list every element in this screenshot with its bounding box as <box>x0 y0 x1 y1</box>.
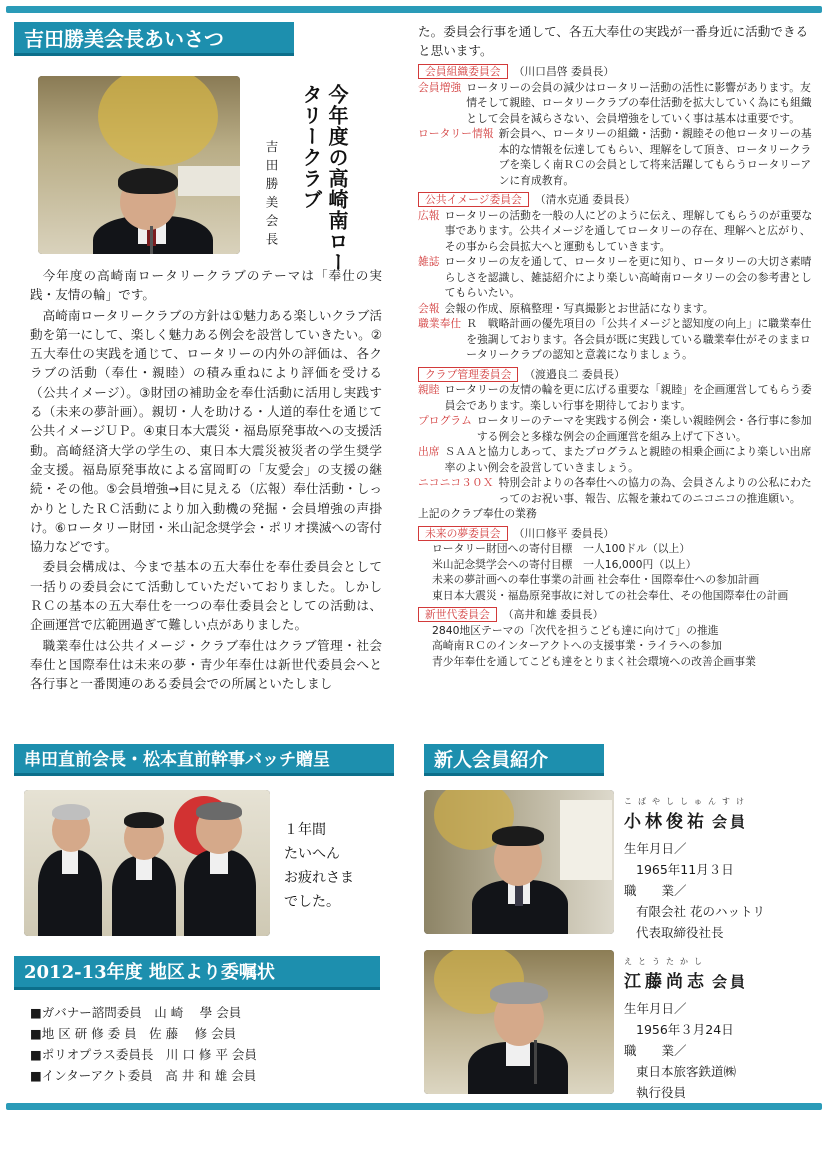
committee-line: 東日本大震災・福島原発事故に対しての社会奉仕、その他国際奉仕の計画 <box>432 588 789 602</box>
member-name: 江藤尚志 <box>624 972 708 992</box>
item-text: Ｒ 戦略計画の優先項目の「公共イメージと認知度の向上」に職業奉仕を強調しております。各会員が既に実践している職業奉仕がそのままロータリークラブの認知と意義になりましょう。 <box>466 317 812 361</box>
committee-block <box>418 192 816 363</box>
item-text: ロータリーのテーマを実践する例会・楽しい親睦例会・各行事に参加する例会と多様な例会の企画運営を組み上げて下さい。 <box>476 414 812 443</box>
message-line: たいへん <box>284 846 340 862</box>
item-label: 親睦 <box>418 383 440 396</box>
item-label: 職業奉仕 <box>418 317 462 330</box>
committee-name: クラブ管理委員会 <box>418 367 518 382</box>
job-label: 職 業／ <box>624 1043 687 1058</box>
item-text: ロータリーの活動を一般の人にどのように伝え、理解してもらうのが重要な事であります。公共イメージを通してロータリーの存在、理解へと広がり、その事から会員拡大へと運動もしていきます。 <box>444 208 813 253</box>
birth-label: 生年月日／ <box>624 1001 687 1016</box>
birth-label: 生年月日／ <box>624 841 687 856</box>
member-info <box>624 956 816 1103</box>
job-value: 執行役員 <box>636 1085 687 1100</box>
committee-name: 新世代委員会 <box>418 607 497 622</box>
committee-line: 青少年奉仕を通してこども達をとりまく社会環境への改善企画事業 <box>432 654 756 668</box>
item-text: 特別会計よりの各奉仕への協力の為、会員さんよりの公私にわたってのお祝い事、報告、広報を兼ねてのニコニコの推進願い。 <box>498 476 812 505</box>
item-text: ロータリーの会員の減少はロータリー活動の活性に影響があります。友情そして親睦、ロータリークラブの奉仕活動を拡大していく為にも組織として会員を減らさない、会員増強をしていく事は基本は重要です。 <box>466 80 812 125</box>
committee-name: 会員組織委員会 <box>418 64 508 79</box>
greeting-continuation: た。委員会行事を通して、各五大奉仕の実践が一番身近に活動できると思います。 <box>418 24 809 58</box>
district-heading: 2012-13年度 地区より委嘱状 <box>14 956 380 990</box>
member-info <box>624 796 816 943</box>
district-entry: ■ガバナー諮問委員 山 崎 學 会員 <box>30 1005 242 1020</box>
job-label: 職 業／ <box>624 883 687 898</box>
district-entry: ■インターアクト委員 高 井 和 雄 会員 <box>30 1068 257 1083</box>
job-value: 東日本旅客鉄道㈱ <box>636 1064 737 1079</box>
greeting-paragraph: 委員会構成は、今まで基本の五大奉仕を奉仕委員会として一括りの委員会にて活動していただいておりました。しかしＲＣの基本の五大奉仕を一つの奉仕委員会としての活動は、企画運営で広範囲過ぎて難しい点がありました。 <box>30 559 382 633</box>
district-list <box>30 1002 370 1086</box>
committee-chair: （渡邉良二 委員長） <box>524 367 625 381</box>
badge-heading: 串田直前会長・松本直前幹事バッチ贈呈 <box>14 744 394 776</box>
committee-chair: （清水克通 委員長） <box>534 193 636 206</box>
committee-block <box>418 367 816 522</box>
committee-name: 公共イメージ委員会 <box>418 192 529 207</box>
committee-line: 高崎南ＲＣのインターアクトへの支援事業・ライラへの参加 <box>432 639 722 652</box>
committee-line: 2840地区テーマの「次代を担うこども達に向けて」の推進 <box>432 623 719 637</box>
committee-line: ロータリー財団への寄付目標 一人100ドル（以上） <box>432 542 691 555</box>
committee-column <box>418 22 816 669</box>
president-photo <box>38 76 240 254</box>
committee-note: 上記のクラブ奉仕の業務 <box>418 507 537 520</box>
item-label: 広報 <box>418 208 440 222</box>
item-label: ニコニコ３０Ｘ <box>418 476 494 489</box>
bottom-stripe <box>6 1103 822 1110</box>
member-furigana: こばやししゅんすけ <box>624 797 750 806</box>
item-label: プログラム <box>418 414 472 427</box>
district-entry: ■地 区 研 修 委 員 佐 藤 修 会員 <box>30 1026 237 1041</box>
message-line: お疲れさま <box>284 870 354 886</box>
committee-chair: （川口修平 委員長） <box>513 526 615 540</box>
member-name: 小林俊祐 <box>624 812 708 832</box>
committee-block <box>418 526 816 604</box>
job-value: 代表取締役社長 <box>636 925 724 940</box>
item-label: 会員増強 <box>418 80 462 94</box>
top-stripe <box>6 6 822 13</box>
photo-name: 吉田勝美会長 <box>264 140 279 251</box>
committee-line: 未来の夢計画への奉仕事業の計画 社会奉仕・国際奉仕への参加計画 <box>432 573 760 586</box>
greeting-heading: 吉田勝美会長あいさつ <box>14 22 294 56</box>
message-line: １年間 <box>284 822 326 838</box>
member-furigana: えとうたかし <box>624 957 708 966</box>
item-label: 会報 <box>418 301 440 315</box>
item-text: ロータリーの友を通して、ロータリーを更に知り、ロータリーの大切さ素晴らしさを認識し、雑誌紹介により楽しい高崎南ロータリーの会の参考書としてもらいたい。 <box>444 255 812 299</box>
committee-chair: （川口昌啓 委員長） <box>513 65 615 78</box>
item-text: ＳＡＡと協力しあって、またプログラムと親睦の相乗企画により楽しい出席率のよい例会を設営していきましょう。 <box>444 445 812 474</box>
item-text: 会報の作成、原稿整理・写真撮影とお世話になります。 <box>444 301 714 315</box>
badge-message <box>284 818 404 914</box>
item-label: 雑誌 <box>418 255 440 268</box>
committee-line: 米山記念奨学会への寄付目標 一人16,000円（以上） <box>432 557 697 571</box>
greeting-paragraph: 職業奉仕は公共イメージ・クラブ奉仕はクラブ管理・社会奉仕と国際奉仕は未来の夢・青少年奉仕は新世代委員会へと各行事と一番関連のある委員会での所属といたしまし <box>30 637 382 692</box>
item-text: 新会員へ、ロータリーの組織・活動・親睦その他ロータリーの基本的な情報を伝達してもらい、理解をして頂き、ロータリークラブを楽しく南ＲＣの会員として将来活躍してもらうロータリーアンに育成教育。 <box>498 127 812 187</box>
item-text: ロータリーの友情の輪を更に広げる重要な「親睦」を企画運営してもらう委員会であります。楽しい行事を期待しております。 <box>444 383 812 412</box>
item-label: 出席 <box>418 445 440 458</box>
badge-photo <box>24 790 270 936</box>
birth-value: 1965年11月３日 <box>636 862 734 877</box>
job-value: 有限会社 花のハットリ <box>636 904 765 919</box>
member-photo <box>424 950 614 1094</box>
new-members-heading: 新人会員紹介 <box>424 744 604 776</box>
greeting-paragraph: 今年度の高崎南ロータリークラブのテーマは「奉仕の実践・友情の輪」です。 <box>30 268 382 303</box>
greeting-paragraph: 高崎南ロータリークラブの方針は①魅力ある楽しいクラブ活動を第一にして、楽しく魅力ある例会を設営していきたい。②五大奉仕の実践を通じて、ロータリーの内外の評価は、各クラブの活動（奉仕・親睦）の積み重ねにより評価を受ける（公共イメージ）。③財団の補助金を奉仕活動に活用し実践する（未来の夢計画）。親切・人を助ける・人道的奉仕を通じて公共イメージＵＰ。④東日本大震災・福島原発事故への支援活動。高崎経済大学の学生の、東日本大震災被災者の学生奨学金支援。福島原発事故による富岡町の「友愛会」の支援の継続・その他。⑤会員増強→目に見える（広報）奉仕活動・しっかりとしたＲＣ活動により加入動機の発掘・会員増強の声掛け。⑥ロータリー財団・米山記念奨学会・ポリオ撲滅への寄付協力などです。 <box>30 307 382 555</box>
committee-block <box>418 607 816 669</box>
message-line: でした。 <box>284 894 340 910</box>
member-suffix: 会員 <box>712 973 749 991</box>
item-label: ロータリー情報 <box>418 127 494 140</box>
member-photo <box>424 790 614 934</box>
committee-chair: （高井和雄 委員長） <box>502 608 604 621</box>
photo-title: 今年度の高崎南ロータリークラブ <box>299 84 349 273</box>
member-suffix: 会員 <box>712 813 749 831</box>
birth-value: 1956年３月24日 <box>636 1022 734 1037</box>
committee-block <box>418 64 816 188</box>
district-entry: ■ポリオプラス委員長 川 口 修 平 会員 <box>30 1047 257 1062</box>
committee-name: 未来の夢委員会 <box>418 526 508 541</box>
greeting-body <box>30 266 382 695</box>
